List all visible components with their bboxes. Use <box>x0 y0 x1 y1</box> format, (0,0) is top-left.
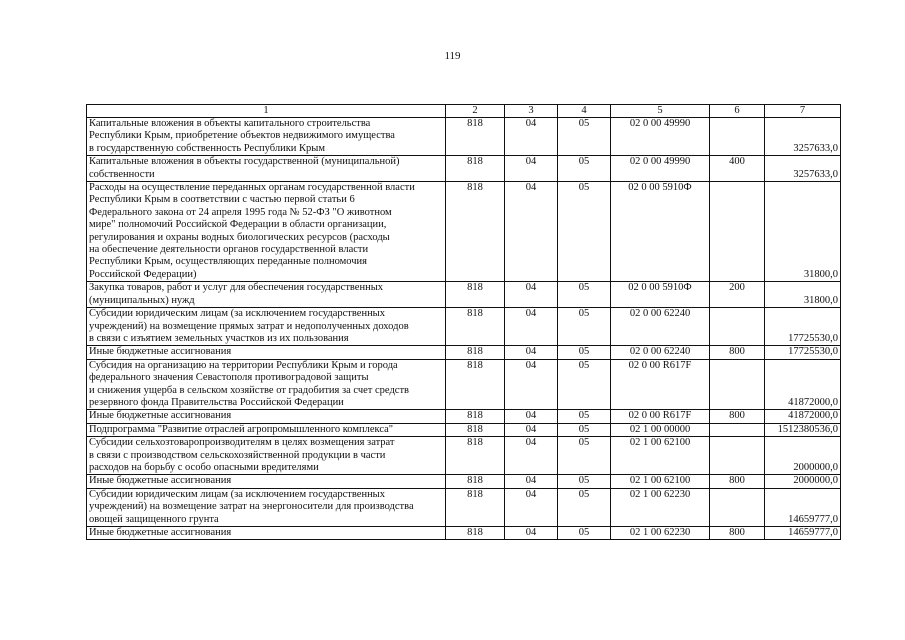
expense-type-cell: 800 <box>710 475 765 488</box>
expense-type-cell <box>710 437 765 475</box>
section-cell: 04 <box>505 488 558 526</box>
column-header: 6 <box>710 105 765 118</box>
expense-type-cell: 200 <box>710 282 765 308</box>
subsection-cell: 05 <box>558 282 611 308</box>
table-row <box>87 182 841 282</box>
row-name-cell: Иные бюджетные ассигнования <box>87 410 446 423</box>
subsection-cell: 05 <box>558 346 611 359</box>
table-row <box>87 118 841 156</box>
amount-cell: 31800,0 <box>765 282 841 308</box>
subsection-cell: 05 <box>558 182 611 282</box>
amount-cell: 3257633,0 <box>765 156 841 182</box>
table-row <box>87 423 841 436</box>
row-name-cell: Иные бюджетные ассигнования <box>87 527 446 540</box>
amount-cell: 31800,0 <box>765 182 841 282</box>
column-header: 1 <box>87 105 446 118</box>
grbs-cell: 818 <box>446 527 505 540</box>
section-cell: 04 <box>505 182 558 282</box>
row-name-cell: Капитальные вложения в объекты государственной (муниципальной) собственности <box>87 156 446 182</box>
column-header: 4 <box>558 105 611 118</box>
amount-cell: 2000000,0 <box>765 437 841 475</box>
expense-type-cell: 800 <box>710 527 765 540</box>
row-name-cell: Капитальные вложения в объекты капитального строительства Республики Крым, приобретение объектов недвижимого имущества в государственную собственность Республики Крым <box>87 118 446 156</box>
subsection-cell: 05 <box>558 488 611 526</box>
grbs-cell: 818 <box>446 437 505 475</box>
target-article-cell: 02 0 00 R617F <box>611 359 710 410</box>
row-name-cell: Расходы на осуществление переданных органам государственной власти Республики Крым в соответствии с частью первой статьи 6 Федерального закона от 24 апреля 1995 года № 52-ФЗ "О животном мире" полномочий Российской Федерации в области организации, регулирования и охраны водных биологических ресурсов (расходы на обеспечение деятельности органов государственной власти Республики Крым, осуществляющих переданные полномочия Российской Федерации) <box>87 182 446 282</box>
amount-cell: 41872000,0 <box>765 359 841 410</box>
target-article-cell: 02 1 00 62230 <box>611 527 710 540</box>
target-article-cell: 02 1 00 00000 <box>611 423 710 436</box>
target-article-cell: 02 0 00 49990 <box>611 118 710 156</box>
table-row <box>87 308 841 346</box>
amount-cell: 14659777,0 <box>765 527 841 540</box>
subsection-cell: 05 <box>558 308 611 346</box>
section-cell: 04 <box>505 437 558 475</box>
target-article-cell: 02 0 00 5910Ф <box>611 182 710 282</box>
section-cell: 04 <box>505 118 558 156</box>
table-row <box>87 282 841 308</box>
grbs-cell: 818 <box>446 282 505 308</box>
expense-type-cell <box>710 182 765 282</box>
page-number: 119 <box>444 50 461 62</box>
expense-type-cell: 800 <box>710 410 765 423</box>
table-row <box>87 156 841 182</box>
amount-cell: 41872000,0 <box>765 410 841 423</box>
section-cell: 04 <box>505 282 558 308</box>
section-cell: 04 <box>505 156 558 182</box>
row-name-cell: Субсидия на организацию на территории Республики Крым и города федерального значения Севастополя противоградовой защиты и снижения ущерба в сельском хозяйстве от градобития за счет средств резервного фонда Правительства Российской Федерации <box>87 359 446 410</box>
section-cell: 04 <box>505 410 558 423</box>
expense-type-cell <box>710 359 765 410</box>
column-header: 7 <box>765 105 841 118</box>
target-article-cell: 02 0 00 62240 <box>611 308 710 346</box>
target-article-cell: 02 0 00 5910Ф <box>611 282 710 308</box>
row-name-cell: Иные бюджетные ассигнования <box>87 475 446 488</box>
subsection-cell: 05 <box>558 475 611 488</box>
grbs-cell: 818 <box>446 423 505 436</box>
table-row <box>87 475 841 488</box>
grbs-cell: 818 <box>446 475 505 488</box>
target-article-cell: 02 0 00 62240 <box>611 346 710 359</box>
column-header: 5 <box>611 105 710 118</box>
section-cell: 04 <box>505 359 558 410</box>
row-name-cell: Субсидии юридическим лицам (за исключением государственных учреждений) на возмещение прямых затрат и недополученных доходов в связи с изъятием земельных участков из их пользования <box>87 308 446 346</box>
section-cell: 04 <box>505 527 558 540</box>
subsection-cell: 05 <box>558 156 611 182</box>
target-article-cell: 02 1 00 62100 <box>611 437 710 475</box>
column-header: 3 <box>505 105 558 118</box>
expense-type-cell <box>710 488 765 526</box>
grbs-cell: 818 <box>446 410 505 423</box>
section-cell: 04 <box>505 423 558 436</box>
table-header-row <box>87 105 841 118</box>
amount-cell: 3257633,0 <box>765 118 841 156</box>
grbs-cell: 818 <box>446 118 505 156</box>
target-article-cell: 02 0 00 49990 <box>611 156 710 182</box>
row-name-cell: Субсидии юридическим лицам (за исключением государственных учреждений) на возмещение затрат на энергоносители для производства овощей защищенного грунта <box>87 488 446 526</box>
row-name-cell: Иные бюджетные ассигнования <box>87 346 446 359</box>
expense-type-cell <box>710 118 765 156</box>
expense-type-cell: 800 <box>710 346 765 359</box>
section-cell: 04 <box>505 308 558 346</box>
section-cell: 04 <box>505 346 558 359</box>
target-article-cell: 02 1 00 62100 <box>611 475 710 488</box>
table-row <box>87 437 841 475</box>
table-row <box>87 346 841 359</box>
budget-table <box>86 104 841 540</box>
grbs-cell: 818 <box>446 488 505 526</box>
table-row <box>87 488 841 526</box>
amount-cell: 14659777,0 <box>765 488 841 526</box>
amount-cell: 17725530,0 <box>765 308 841 346</box>
expense-type-cell: 400 <box>710 156 765 182</box>
amount-cell: 17725530,0 <box>765 346 841 359</box>
subsection-cell: 05 <box>558 359 611 410</box>
row-name-cell: Субсидии сельхозтоваропроизводителям в целях возмещения затрат в связи с производством сельскохозяйственной продукции в части расходов на борьбу с особо опасными вредителями <box>87 437 446 475</box>
grbs-cell: 818 <box>446 359 505 410</box>
table-row <box>87 359 841 410</box>
subsection-cell: 05 <box>558 437 611 475</box>
grbs-cell: 818 <box>446 182 505 282</box>
expense-type-cell <box>710 308 765 346</box>
subsection-cell: 05 <box>558 423 611 436</box>
column-header: 2 <box>446 105 505 118</box>
table-row <box>87 410 841 423</box>
target-article-cell: 02 1 00 62230 <box>611 488 710 526</box>
row-name-cell: Подпрограмма "Развитие отраслей агропромышленного комплекса" <box>87 423 446 436</box>
target-article-cell: 02 0 00 R617F <box>611 410 710 423</box>
subsection-cell: 05 <box>558 527 611 540</box>
subsection-cell: 05 <box>558 410 611 423</box>
section-cell: 04 <box>505 475 558 488</box>
subsection-cell: 05 <box>558 118 611 156</box>
row-name-cell: Закупка товаров, работ и услуг для обеспечения государственных (муниципальных) нужд <box>87 282 446 308</box>
grbs-cell: 818 <box>446 308 505 346</box>
amount-cell: 2000000,0 <box>765 475 841 488</box>
grbs-cell: 818 <box>446 156 505 182</box>
table-row <box>87 527 841 540</box>
expense-type-cell <box>710 423 765 436</box>
amount-cell: 1512380536,0 <box>765 423 841 436</box>
grbs-cell: 818 <box>446 346 505 359</box>
table-body <box>87 118 841 540</box>
